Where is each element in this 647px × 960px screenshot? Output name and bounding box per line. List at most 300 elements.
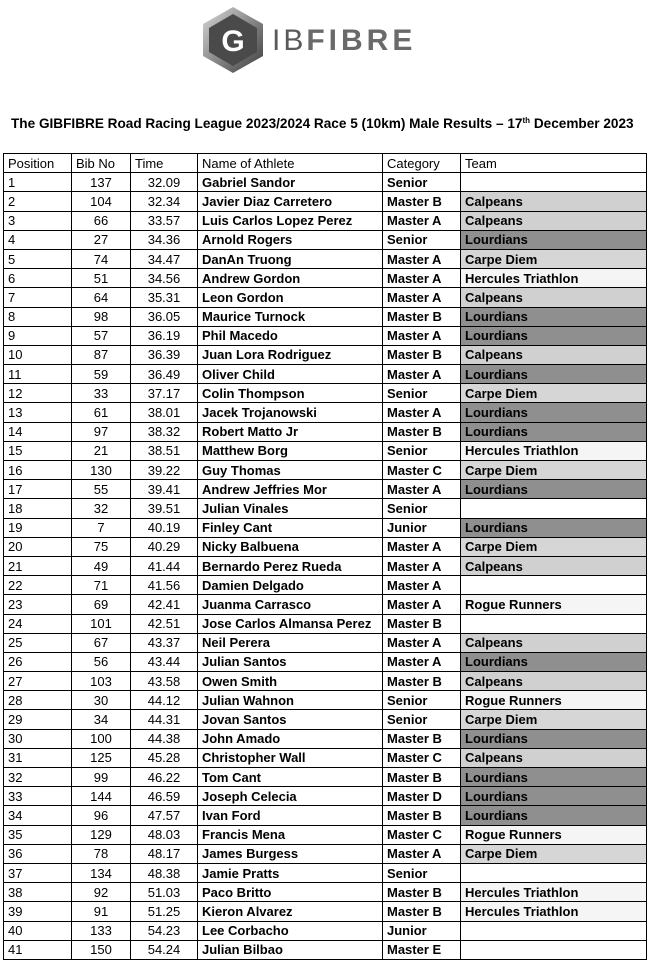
bib-no-cell: 30	[72, 691, 131, 710]
time-cell: 41.44	[131, 556, 198, 575]
time-cell: 40.19	[131, 518, 198, 537]
bib-no-cell: 51	[72, 269, 131, 288]
position-cell: 21	[4, 556, 72, 575]
logo-letter: G	[221, 25, 245, 58]
bib-no-cell: 21	[72, 441, 131, 460]
team-cell: Carpe Diem	[461, 710, 647, 729]
athlete-name-cell: Guy Thomas	[198, 461, 383, 480]
results-body	[4, 173, 647, 960]
category-cell: Senior	[383, 230, 461, 249]
time-cell: 44.31	[131, 710, 198, 729]
table-row	[4, 940, 647, 959]
athlete-name-cell: Jovan Santos	[198, 710, 383, 729]
athlete-name-cell: Lee Corbacho	[198, 921, 383, 940]
time-cell: 51.25	[131, 902, 198, 921]
position-cell: 34	[4, 806, 72, 825]
time-cell: 46.22	[131, 768, 198, 787]
athlete-name-cell: Ivan Ford	[198, 806, 383, 825]
position-cell: 26	[4, 652, 72, 671]
table-row	[4, 269, 647, 288]
category-cell: Master B	[383, 902, 461, 921]
position-cell: 4	[4, 230, 72, 249]
time-cell: 48.38	[131, 863, 198, 882]
position-cell: 24	[4, 614, 72, 633]
position-cell: 7	[4, 288, 72, 307]
team-cell	[461, 499, 647, 518]
table-row	[4, 633, 647, 652]
table-row	[4, 384, 647, 403]
table-row	[4, 806, 647, 825]
bib-no-cell: 103	[72, 672, 131, 691]
team-cell	[461, 863, 647, 882]
team-cell: Calpeans	[461, 633, 647, 652]
category-cell: Master A	[383, 288, 461, 307]
team-cell: Carpe Diem	[461, 461, 647, 480]
team-cell: Lourdians	[461, 806, 647, 825]
category-cell: Master B	[383, 768, 461, 787]
bib-no-cell: 7	[72, 518, 131, 537]
athlete-name-cell: Jose Carlos Almansa Perez	[198, 614, 383, 633]
bib-no-cell: 150	[72, 940, 131, 959]
bib-no-cell: 33	[72, 384, 131, 403]
time-cell: 43.37	[131, 633, 198, 652]
athlete-name-cell: Jacek Trojanowski	[198, 403, 383, 422]
logo-wordmark	[272, 23, 416, 59]
table-row	[4, 403, 647, 422]
athlete-name-cell: Robert Matto Jr	[198, 422, 383, 441]
bib-no-cell: 27	[72, 230, 131, 249]
position-cell: 3	[4, 211, 72, 230]
table-row	[4, 537, 647, 556]
category-cell: Master A	[383, 403, 461, 422]
athlete-name-cell: Colin Thompson	[198, 384, 383, 403]
position-cell: 6	[4, 269, 72, 288]
position-cell: 32	[4, 768, 72, 787]
time-cell: 34.47	[131, 249, 198, 268]
category-cell: Master A	[383, 326, 461, 345]
category-cell: Master B	[383, 192, 461, 211]
time-cell: 48.17	[131, 844, 198, 863]
position-cell: 25	[4, 633, 72, 652]
time-cell: 34.56	[131, 269, 198, 288]
athlete-name-cell: Julian Vinales	[198, 499, 383, 518]
category-cell: Master B	[383, 806, 461, 825]
team-cell	[461, 173, 647, 192]
category-cell: Master B	[383, 345, 461, 364]
athlete-name-cell: Matthew Borg	[198, 441, 383, 460]
bib-no-cell: 133	[72, 921, 131, 940]
position-cell: 30	[4, 729, 72, 748]
table-row	[4, 480, 647, 499]
category-cell: Master C	[383, 748, 461, 767]
team-cell: Calpeans	[461, 192, 647, 211]
team-cell	[461, 576, 647, 595]
position-cell: 31	[4, 748, 72, 767]
table-row	[4, 691, 647, 710]
team-cell	[461, 921, 647, 940]
athlete-name-cell: Bernardo Perez Rueda	[198, 556, 383, 575]
category-cell: Senior	[383, 710, 461, 729]
bib-no-cell: 69	[72, 595, 131, 614]
athlete-name-cell: Francis Mena	[198, 825, 383, 844]
team-cell: Lourdians	[461, 787, 647, 806]
category-cell: Master A	[383, 633, 461, 652]
table-row	[4, 499, 647, 518]
athlete-name-cell: Juanma Carrasco	[198, 595, 383, 614]
category-cell: Senior	[383, 863, 461, 882]
category-cell: Master A	[383, 480, 461, 499]
position-cell: 20	[4, 537, 72, 556]
table-row	[4, 345, 647, 364]
athlete-name-cell: DanAn Truong	[198, 249, 383, 268]
table-row	[4, 748, 647, 767]
team-cell: Lourdians	[461, 729, 647, 748]
time-cell: 45.28	[131, 748, 198, 767]
category-cell: Master B	[383, 614, 461, 633]
bib-no-cell: 55	[72, 480, 131, 499]
position-cell: 18	[4, 499, 72, 518]
position-cell: 27	[4, 672, 72, 691]
category-cell: Master A	[383, 365, 461, 384]
team-cell: Carpe Diem	[461, 384, 647, 403]
category-cell: Master A	[383, 576, 461, 595]
time-cell: 54.23	[131, 921, 198, 940]
team-cell: Lourdians	[461, 652, 647, 671]
bib-no-cell: 91	[72, 902, 131, 921]
position-cell: 8	[4, 307, 72, 326]
table-row	[4, 921, 647, 940]
time-cell: 34.36	[131, 230, 198, 249]
time-cell: 32.34	[131, 192, 198, 211]
bib-no-cell: 64	[72, 288, 131, 307]
bib-no-cell: 144	[72, 787, 131, 806]
category-cell: Master A	[383, 652, 461, 671]
header-time: Time	[131, 154, 198, 173]
team-cell: Rogue Runners	[461, 691, 647, 710]
time-cell: 35.31	[131, 288, 198, 307]
time-cell: 38.51	[131, 441, 198, 460]
time-cell: 54.24	[131, 940, 198, 959]
header-category: Category	[383, 154, 461, 173]
bib-no-cell: 71	[72, 576, 131, 595]
bib-no-cell: 92	[72, 883, 131, 902]
time-cell: 40.29	[131, 537, 198, 556]
team-cell: Lourdians	[461, 326, 647, 345]
header-position: Position	[4, 154, 72, 173]
title-main: The GIBFIBRE Road Racing League 2023/2024 Race 5 (10km) Male Results – 17	[11, 116, 523, 131]
athlete-name-cell: Luis Carlos Lopez Perez	[198, 211, 383, 230]
category-cell: Master B	[383, 422, 461, 441]
time-cell: 43.44	[131, 652, 198, 671]
bib-no-cell: 75	[72, 537, 131, 556]
time-cell: 42.41	[131, 595, 198, 614]
category-cell: Master B	[383, 729, 461, 748]
team-cell: Calpeans	[461, 288, 647, 307]
time-cell: 36.39	[131, 345, 198, 364]
time-cell: 32.09	[131, 173, 198, 192]
athlete-name-cell: Gabriel Sandor	[198, 173, 383, 192]
title-suffix: December 2023	[530, 116, 634, 131]
table-row	[4, 518, 647, 537]
position-cell: 2	[4, 192, 72, 211]
team-cell	[461, 614, 647, 633]
time-cell: 51.03	[131, 883, 198, 902]
position-cell: 28	[4, 691, 72, 710]
team-cell: Rogue Runners	[461, 825, 647, 844]
athlete-name-cell: Leon Gordon	[198, 288, 383, 307]
team-cell: Hercules Triathlon	[461, 883, 647, 902]
athlete-name-cell: Andrew Jeffries Mor	[198, 480, 383, 499]
position-cell: 19	[4, 518, 72, 537]
athlete-name-cell: Julian Santos	[198, 652, 383, 671]
bib-no-cell: 66	[72, 211, 131, 230]
time-cell: 44.12	[131, 691, 198, 710]
time-cell: 43.58	[131, 672, 198, 691]
table-row	[4, 173, 647, 192]
category-cell: Junior	[383, 921, 461, 940]
time-cell: 39.51	[131, 499, 198, 518]
logo-word-fibre: FIBRE	[306, 24, 417, 57]
bib-no-cell: 130	[72, 461, 131, 480]
athlete-name-cell: Owen Smith	[198, 672, 383, 691]
bib-no-cell: 56	[72, 652, 131, 671]
time-cell: 33.57	[131, 211, 198, 230]
category-cell: Senior	[383, 173, 461, 192]
hexagon-logo-icon	[200, 5, 266, 75]
team-cell: Carpe Diem	[461, 537, 647, 556]
bib-no-cell: 61	[72, 403, 131, 422]
category-cell: Senior	[383, 691, 461, 710]
table-row	[4, 288, 647, 307]
bib-no-cell: 59	[72, 365, 131, 384]
bib-no-cell: 100	[72, 729, 131, 748]
athlete-name-cell: Christopher Wall	[198, 748, 383, 767]
position-cell: 11	[4, 365, 72, 384]
table-row	[4, 365, 647, 384]
table-row	[4, 672, 647, 691]
position-cell: 22	[4, 576, 72, 595]
table-row	[4, 787, 647, 806]
team-cell: Lourdians	[461, 403, 647, 422]
position-cell: 17	[4, 480, 72, 499]
table-row	[4, 326, 647, 345]
team-cell: Lourdians	[461, 365, 647, 384]
time-cell: 46.59	[131, 787, 198, 806]
athlete-name-cell: Finley Cant	[198, 518, 383, 537]
athlete-name-cell: Arnold Rogers	[198, 230, 383, 249]
team-cell: Lourdians	[461, 230, 647, 249]
position-cell: 10	[4, 345, 72, 364]
position-cell: 13	[4, 403, 72, 422]
bib-no-cell: 99	[72, 768, 131, 787]
time-cell: 39.41	[131, 480, 198, 499]
title-superscript: th	[522, 116, 531, 125]
team-cell: Hercules Triathlon	[461, 441, 647, 460]
category-cell: Master B	[383, 883, 461, 902]
results-title	[11, 116, 641, 131]
bib-no-cell: 125	[72, 748, 131, 767]
table-row	[4, 249, 647, 268]
bib-no-cell: 34	[72, 710, 131, 729]
header-team: Team	[461, 154, 647, 173]
category-cell: Master C	[383, 825, 461, 844]
table-row	[4, 576, 647, 595]
athlete-name-cell: Nicky Balbuena	[198, 537, 383, 556]
category-cell: Master A	[383, 556, 461, 575]
table-row	[4, 710, 647, 729]
bib-no-cell: 134	[72, 863, 131, 882]
position-cell: 5	[4, 249, 72, 268]
bib-no-cell: 101	[72, 614, 131, 633]
category-cell: Master C	[383, 461, 461, 480]
position-cell: 38	[4, 883, 72, 902]
team-cell: Hercules Triathlon	[461, 902, 647, 921]
bib-no-cell: 96	[72, 806, 131, 825]
position-cell: 39	[4, 902, 72, 921]
athlete-name-cell: Jamie Pratts	[198, 863, 383, 882]
time-cell: 48.03	[131, 825, 198, 844]
table-row	[4, 883, 647, 902]
position-cell: 9	[4, 326, 72, 345]
table-row	[4, 230, 647, 249]
category-cell: Master A	[383, 211, 461, 230]
category-cell: Senior	[383, 384, 461, 403]
athlete-name-cell: Paco Britto	[198, 883, 383, 902]
category-cell: Master A	[383, 269, 461, 288]
category-cell: Master D	[383, 787, 461, 806]
table-row	[4, 614, 647, 633]
athlete-name-cell: John Amado	[198, 729, 383, 748]
time-cell: 38.32	[131, 422, 198, 441]
position-cell: 14	[4, 422, 72, 441]
position-cell: 29	[4, 710, 72, 729]
athlete-name-cell: Javier Diaz Carretero	[198, 192, 383, 211]
results-table	[3, 153, 647, 960]
team-cell	[461, 940, 647, 959]
table-row	[4, 652, 647, 671]
table-row	[4, 902, 647, 921]
bib-no-cell: 87	[72, 345, 131, 364]
position-cell: 41	[4, 940, 72, 959]
team-cell: Rogue Runners	[461, 595, 647, 614]
table-row	[4, 556, 647, 575]
table-row	[4, 863, 647, 882]
category-cell: Master A	[383, 537, 461, 556]
team-cell: Lourdians	[461, 422, 647, 441]
time-cell: 39.22	[131, 461, 198, 480]
athlete-name-cell: James Burgess	[198, 844, 383, 863]
bib-no-cell: 129	[72, 825, 131, 844]
bib-no-cell: 32	[72, 499, 131, 518]
position-cell: 16	[4, 461, 72, 480]
table-header-row	[4, 154, 647, 173]
team-cell: Lourdians	[461, 307, 647, 326]
bib-no-cell: 67	[72, 633, 131, 652]
athlete-name-cell: Oliver Child	[198, 365, 383, 384]
table-row	[4, 441, 647, 460]
bib-no-cell: 49	[72, 556, 131, 575]
category-cell: Master A	[383, 595, 461, 614]
position-cell: 40	[4, 921, 72, 940]
position-cell: 37	[4, 863, 72, 882]
position-cell: 1	[4, 173, 72, 192]
position-cell: 23	[4, 595, 72, 614]
category-cell: Junior	[383, 518, 461, 537]
time-cell: 36.05	[131, 307, 198, 326]
athlete-name-cell: Julian Wahnon	[198, 691, 383, 710]
bib-no-cell: 97	[72, 422, 131, 441]
athlete-name-cell: Damien Delgado	[198, 576, 383, 595]
time-cell: 41.56	[131, 576, 198, 595]
bib-no-cell: 74	[72, 249, 131, 268]
time-cell: 36.49	[131, 365, 198, 384]
athlete-name-cell: Neil Perera	[198, 633, 383, 652]
athlete-name-cell: Juan Lora Rodriguez	[198, 345, 383, 364]
team-cell: Carpe Diem	[461, 844, 647, 863]
athlete-name-cell: Julian Bilbao	[198, 940, 383, 959]
team-cell: Lourdians	[461, 480, 647, 499]
time-cell: 42.51	[131, 614, 198, 633]
category-cell: Master B	[383, 672, 461, 691]
athlete-name-cell: Joseph Celecia	[198, 787, 383, 806]
position-cell: 15	[4, 441, 72, 460]
header-bib-no: Bib No	[72, 154, 131, 173]
time-cell: 36.19	[131, 326, 198, 345]
team-cell: Calpeans	[461, 556, 647, 575]
position-cell: 12	[4, 384, 72, 403]
bib-no-cell: 57	[72, 326, 131, 345]
category-cell: Master A	[383, 249, 461, 268]
category-cell: Master B	[383, 307, 461, 326]
team-cell: Calpeans	[461, 211, 647, 230]
team-cell: Lourdians	[461, 768, 647, 787]
table-row	[4, 729, 647, 748]
table-row	[4, 844, 647, 863]
team-cell: Calpeans	[461, 748, 647, 767]
position-cell: 35	[4, 825, 72, 844]
athlete-name-cell: Phil Macedo	[198, 326, 383, 345]
position-cell: 33	[4, 787, 72, 806]
gibfibre-logo	[200, 5, 430, 75]
athlete-name-cell: Kieron Alvarez	[198, 902, 383, 921]
team-cell: Calpeans	[461, 672, 647, 691]
time-cell: 47.57	[131, 806, 198, 825]
team-cell: Carpe Diem	[461, 249, 647, 268]
table-row	[4, 192, 647, 211]
category-cell: Master E	[383, 940, 461, 959]
team-cell: Hercules Triathlon	[461, 269, 647, 288]
team-cell: Lourdians	[461, 518, 647, 537]
athlete-name-cell: Andrew Gordon	[198, 269, 383, 288]
athlete-name-cell: Maurice Turnock	[198, 307, 383, 326]
table-row	[4, 211, 647, 230]
table-row	[4, 595, 647, 614]
time-cell: 38.01	[131, 403, 198, 422]
logo-word-ib: IB	[272, 24, 307, 57]
table-row	[4, 307, 647, 326]
time-cell: 37.17	[131, 384, 198, 403]
bib-no-cell: 78	[72, 844, 131, 863]
table-row	[4, 825, 647, 844]
position-cell: 36	[4, 844, 72, 863]
athlete-name-cell: Tom Cant	[198, 768, 383, 787]
category-cell: Master A	[383, 844, 461, 863]
table-row	[4, 461, 647, 480]
bib-no-cell: 137	[72, 173, 131, 192]
header-name-of-athlete: Name of Athlete	[198, 154, 383, 173]
bib-no-cell: 98	[72, 307, 131, 326]
time-cell: 44.38	[131, 729, 198, 748]
